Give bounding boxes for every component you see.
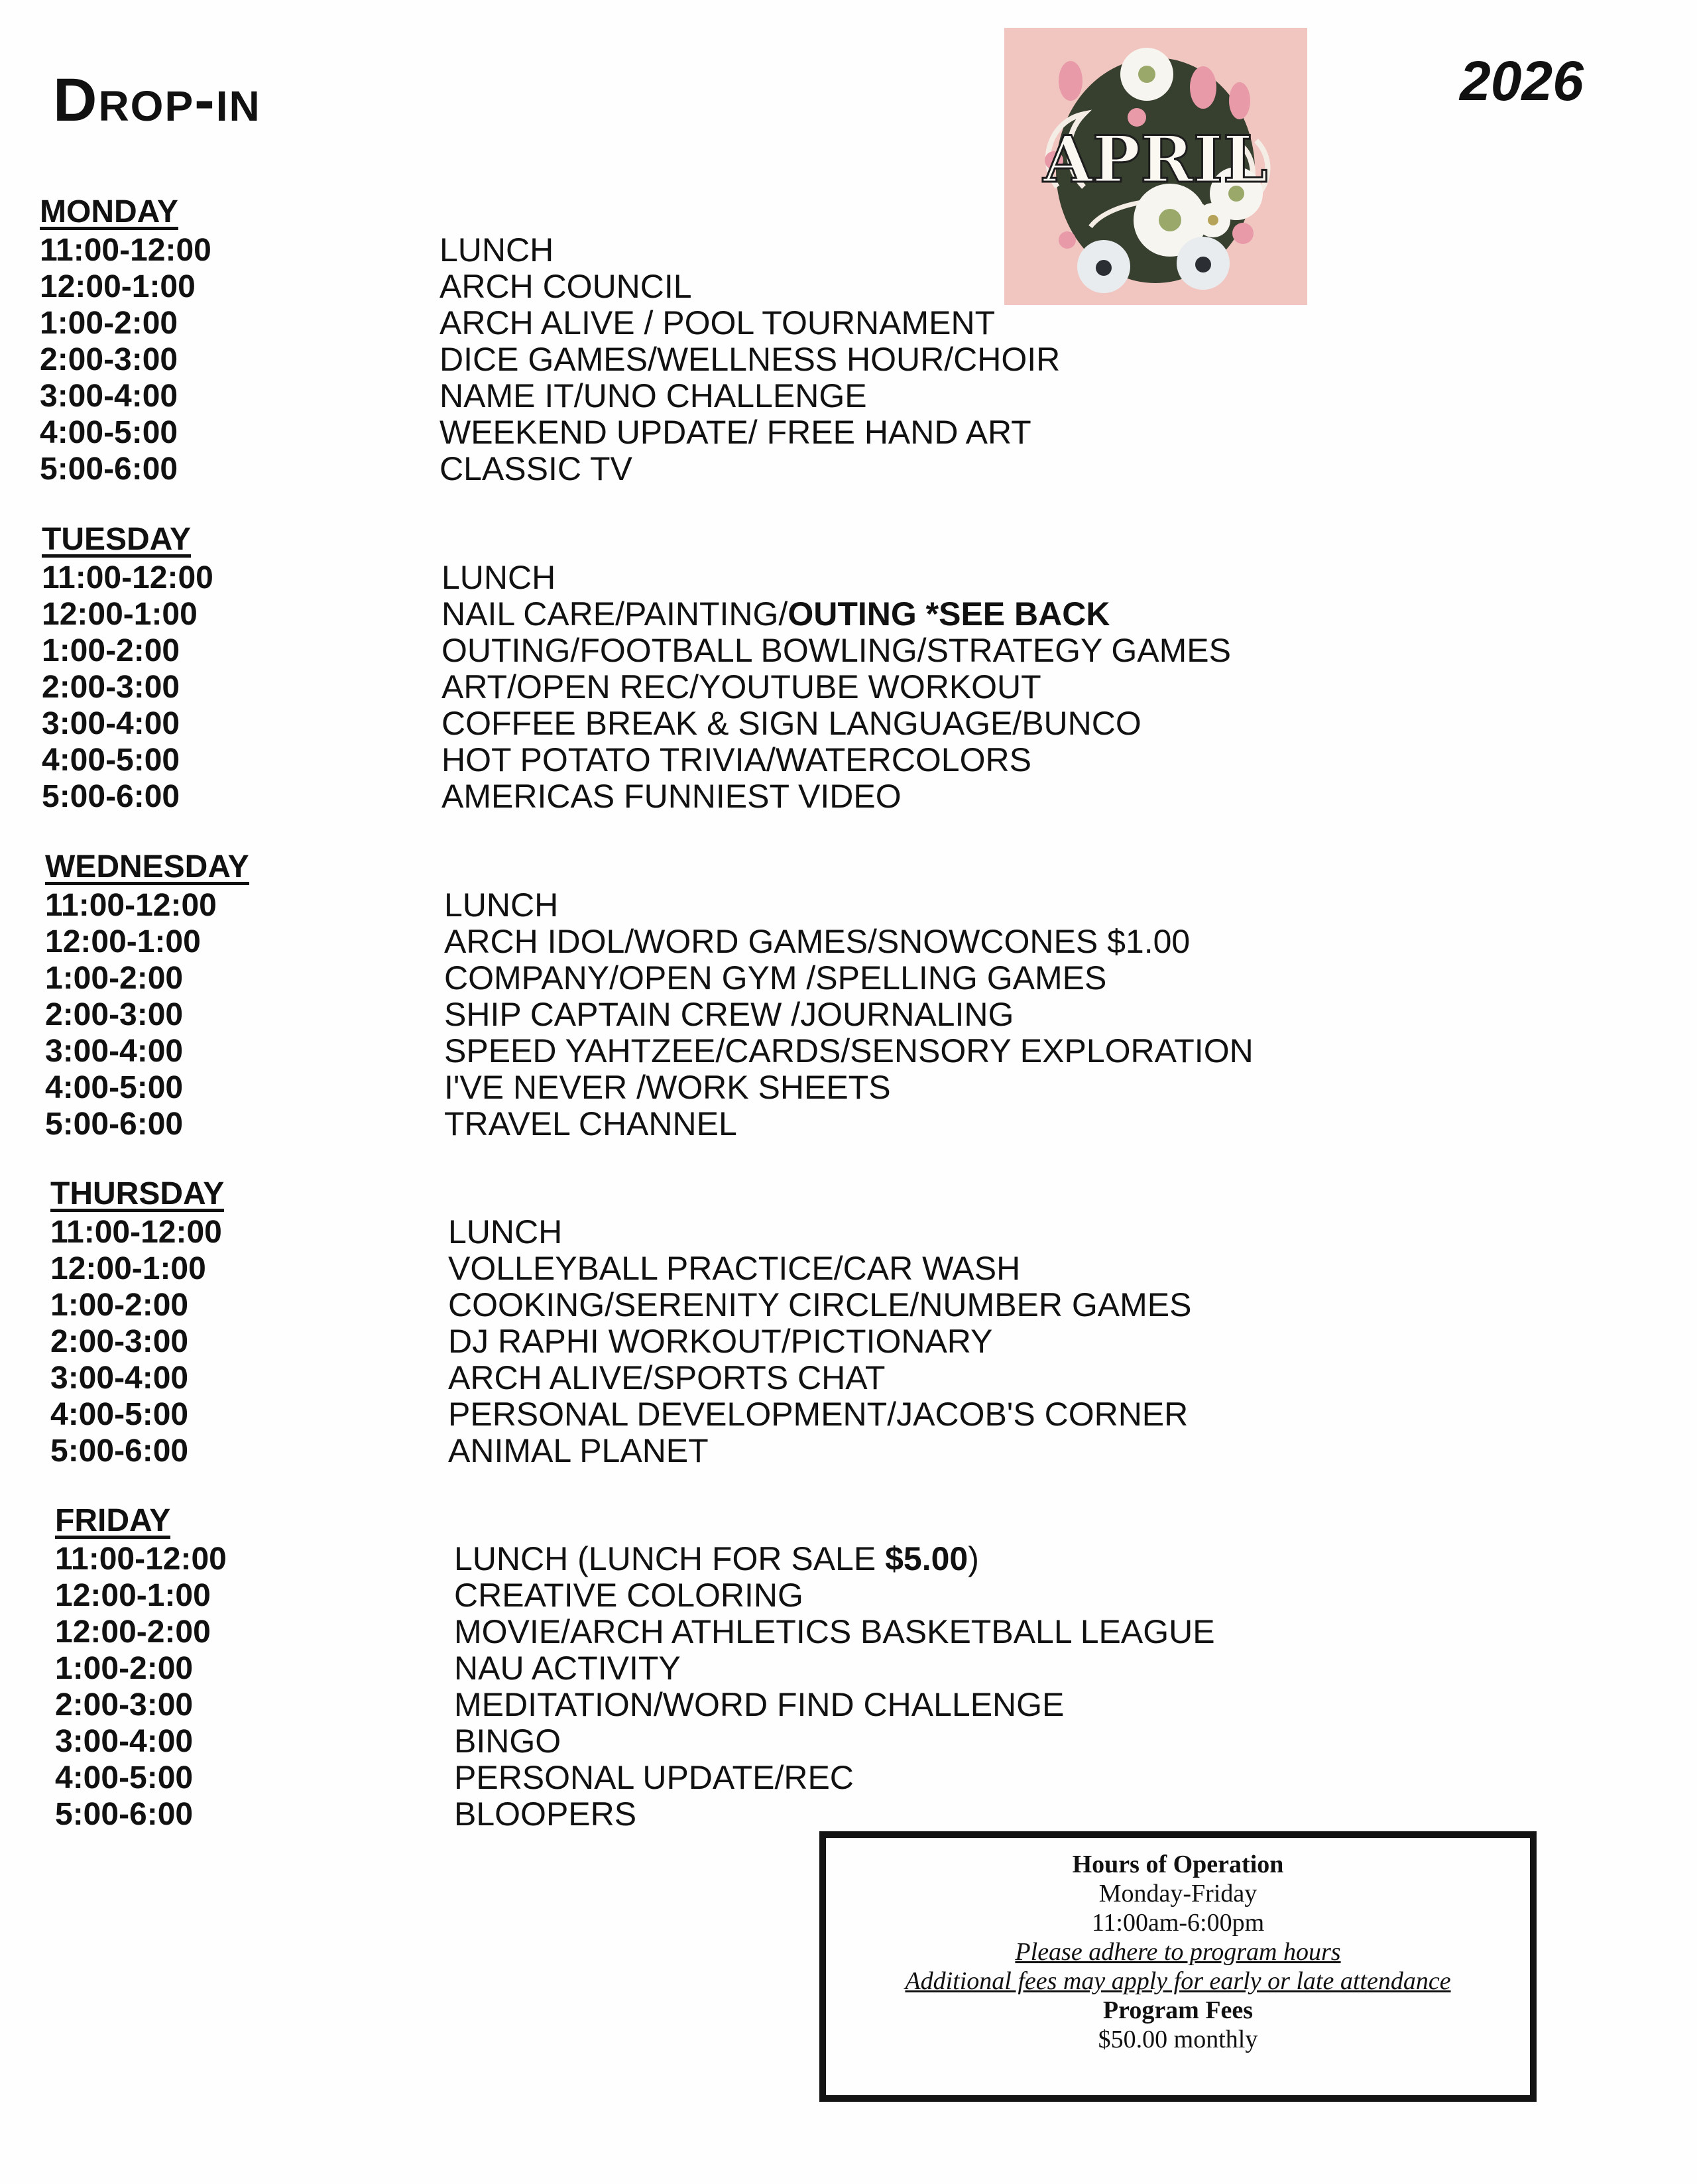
schedule-row: [50, 1396, 1189, 1433]
time-slot: 3:00-4:00: [50, 1361, 189, 1396]
schedule-row: [45, 886, 559, 924]
schedule-row: [50, 1286, 1192, 1323]
schedule-row: [42, 632, 1231, 669]
time-slot: 12:00-1:00: [55, 1578, 211, 1613]
activity: BLOOPERS: [454, 1795, 637, 1833]
activity: NAU ACTIVITY: [454, 1650, 681, 1687]
schedule-row: [55, 1759, 854, 1796]
schedule-row: [40, 304, 996, 341]
activity: COOKING/SERENITY CIRCLE/NUMBER GAMES: [448, 1286, 1192, 1323]
day-heading: THURSDAY: [50, 1176, 225, 1211]
time-slot: 3:00-4:00: [40, 379, 178, 414]
april-month-art: [1004, 28, 1307, 305]
april-floral-image: [1004, 28, 1307, 305]
day-section-thursday: [50, 1176, 1192, 1469]
time-slot: 4:00-5:00: [45, 1070, 184, 1105]
schedule-row: [40, 377, 867, 414]
activity: CREATIVE COLORING: [454, 1577, 803, 1614]
time-slot: 1:00-2:00: [45, 961, 184, 996]
activity: ARCH ALIVE / POOL TOURNAMENT: [439, 304, 996, 341]
activity: VOLLEYBALL PRACTICE/CAR WASH: [448, 1250, 1021, 1287]
schedule-row: [45, 996, 1014, 1033]
time-slot: 4:00-5:00: [40, 415, 178, 450]
operating-hours: 11:00am-6:00pm: [1091, 1909, 1265, 1937]
activity: OUTING/FOOTBALL BOWLING/STRATEGY GAMES: [441, 632, 1231, 669]
time-slot: 1:00-2:00: [55, 1651, 194, 1686]
schedule-row: [40, 231, 554, 269]
program-hours-note: Please adhere to program hours: [1015, 1938, 1341, 1966]
activity: HOT POTATO TRIVIA/WATERCOLORS: [441, 741, 1031, 778]
activity: SPEED YAHTZEE/CARDS/SENSORY EXPLORATION: [444, 1032, 1254, 1069]
schedule-row: [55, 1686, 1065, 1723]
schedule-row: [40, 414, 1031, 451]
schedule-row: [45, 1032, 1254, 1069]
activity: MOVIE/ARCH ATHLETICS BASKETBALL LEAGUE: [454, 1613, 1215, 1650]
day-heading: MONDAY: [40, 194, 178, 229]
time-slot: 2:00-3:00: [42, 670, 180, 705]
time-slot: 5:00-6:00: [40, 452, 178, 487]
schedule-row: [55, 1650, 681, 1687]
schedule-row: [42, 778, 902, 815]
time-slot: 4:00-5:00: [50, 1397, 189, 1432]
activity: DJ RAPHI WORKOUT/PICTIONARY: [448, 1323, 993, 1360]
time-slot: 3:00-4:00: [55, 1724, 194, 1759]
april-lettering: APRIL: [1043, 122, 1268, 197]
additional-fees-note: Additional fees may apply for early or late attendance: [905, 1967, 1451, 1995]
schedule-row: [55, 1577, 803, 1614]
time-slot: 2:00-3:00: [40, 342, 178, 377]
activity: MEDITATION/WORD FIND CHALLENGE: [454, 1686, 1065, 1723]
operating-days: Monday-Friday: [1098, 1880, 1258, 1908]
activity: NAIL CARE/PAINTING/OUTING *SEE BACK: [441, 595, 1110, 633]
time-slot: 2:00-3:00: [55, 1687, 194, 1723]
day-section-monday: [40, 194, 1061, 487]
day-section-wednesday: [45, 849, 1254, 1142]
schedule-row: [55, 1540, 979, 1577]
activity: DICE GAMES/WELLNESS HOUR/CHOIR: [439, 341, 1061, 378]
activity: COMPANY/OPEN GYM /SPELLING GAMES: [444, 959, 1107, 997]
schedule-row: [55, 1795, 637, 1833]
time-slot: 5:00-6:00: [42, 779, 180, 814]
schedule-row: [40, 268, 692, 305]
activity: NAME IT/UNO CHALLENGE: [439, 377, 867, 414]
activity: CLASSIC TV: [439, 450, 632, 487]
activity: LUNCH (LUNCH FOR SALE $5.00): [454, 1540, 979, 1577]
time-slot: 12:00-1:00: [42, 597, 198, 632]
schedule-row: [50, 1213, 563, 1250]
activity: COFFEE BREAK & SIGN LANGUAGE/BUNCO: [441, 705, 1141, 742]
schedule-row: [45, 1069, 891, 1106]
time-slot: 1:00-2:00: [50, 1288, 189, 1323]
program-fee-amount: $50.00 monthly: [1098, 2026, 1258, 2053]
time-slot: 11:00-12:00: [42, 560, 213, 595]
schedule-row: [50, 1250, 1021, 1287]
activity: BINGO: [454, 1723, 561, 1760]
schedule-row: [42, 668, 1041, 705]
activity: SHIP CAPTAIN CREW /JOURNALING: [444, 996, 1014, 1033]
schedule-row: [55, 1723, 561, 1760]
page-title: Drop-in: [53, 66, 261, 134]
activity: ARCH ALIVE/SPORTS CHAT: [448, 1359, 886, 1396]
schedule-row: [42, 705, 1141, 742]
time-slot: 11:00-12:00: [45, 888, 217, 923]
time-slot: 12:00-1:00: [50, 1251, 206, 1286]
time-slot: 11:00-12:00: [40, 233, 211, 268]
activity: PERSONAL UPDATE/REC: [454, 1759, 854, 1796]
activity-emphasis: $5.00: [885, 1540, 968, 1577]
schedule-row: [45, 1105, 737, 1142]
time-slot: 1:00-2:00: [40, 306, 178, 341]
activity: PERSONAL DEVELOPMENT/JACOB'S CORNER: [448, 1396, 1189, 1433]
time-slot: 4:00-5:00: [55, 1760, 194, 1795]
schedule-row: [50, 1432, 709, 1469]
time-slot: 11:00-12:00: [50, 1215, 222, 1250]
day-heading: WEDNESDAY: [45, 849, 249, 884]
year-label: 2026: [1460, 50, 1584, 112]
time-slot: 4:00-5:00: [42, 743, 180, 778]
schedule-row: [50, 1359, 886, 1396]
time-slot: 2:00-3:00: [45, 997, 184, 1032]
time-slot: 12:00-1:00: [40, 269, 196, 304]
time-slot: 2:00-3:00: [50, 1324, 189, 1359]
day-heading: FRIDAY: [55, 1503, 171, 1538]
activity-emphasis: OUTING *SEE BACK: [788, 595, 1110, 633]
activity: ARCH COUNCIL: [439, 268, 692, 305]
schedule-row: [42, 741, 1031, 778]
day-section-tuesday: [42, 521, 1231, 815]
schedule-row: [40, 341, 1061, 378]
activity: LUNCH: [441, 559, 556, 596]
schedule-row: [55, 1613, 1215, 1650]
schedule-row: [50, 1323, 993, 1360]
activity: I'VE NEVER /WORK SHEETS: [444, 1069, 891, 1106]
activity: LUNCH: [444, 886, 559, 924]
schedule-row: [40, 450, 632, 487]
time-slot: 5:00-6:00: [50, 1433, 189, 1469]
activity: ARCH IDOL/WORD GAMES/SNOWCONES $1.00: [444, 923, 1191, 960]
activity: WEEKEND UPDATE/ FREE HAND ART: [439, 414, 1031, 451]
time-slot: 5:00-6:00: [55, 1797, 194, 1832]
time-slot: 3:00-4:00: [45, 1034, 184, 1069]
activity: LUNCH: [448, 1213, 563, 1250]
activity: TRAVEL CHANNEL: [444, 1105, 737, 1142]
hours-of-operation-box: [819, 1831, 1537, 2102]
activity: ANIMAL PLANET: [448, 1432, 709, 1469]
time-slot: 1:00-2:00: [42, 633, 180, 668]
hours-heading: Hours of Operation: [1072, 1850, 1284, 1878]
activity: AMERICAS FUNNIEST VIDEO: [441, 778, 902, 815]
activity: ART/OPEN REC/YOUTUBE WORKOUT: [441, 668, 1041, 705]
program-fees-heading: Program Fees: [1102, 1996, 1254, 2024]
schedule-row: [45, 959, 1107, 997]
activity: LUNCH: [439, 231, 554, 269]
day-section-friday: [55, 1502, 1215, 1833]
time-slot: 12:00-2:00: [55, 1614, 211, 1650]
day-heading: TUESDAY: [42, 522, 191, 557]
schedule-row: [42, 595, 1110, 633]
schedule-row: [42, 559, 556, 596]
schedule-row: [45, 923, 1191, 960]
time-slot: 12:00-1:00: [45, 924, 201, 959]
time-slot: 11:00-12:00: [55, 1542, 227, 1577]
time-slot: 5:00-6:00: [45, 1107, 184, 1142]
time-slot: 3:00-4:00: [42, 706, 180, 741]
